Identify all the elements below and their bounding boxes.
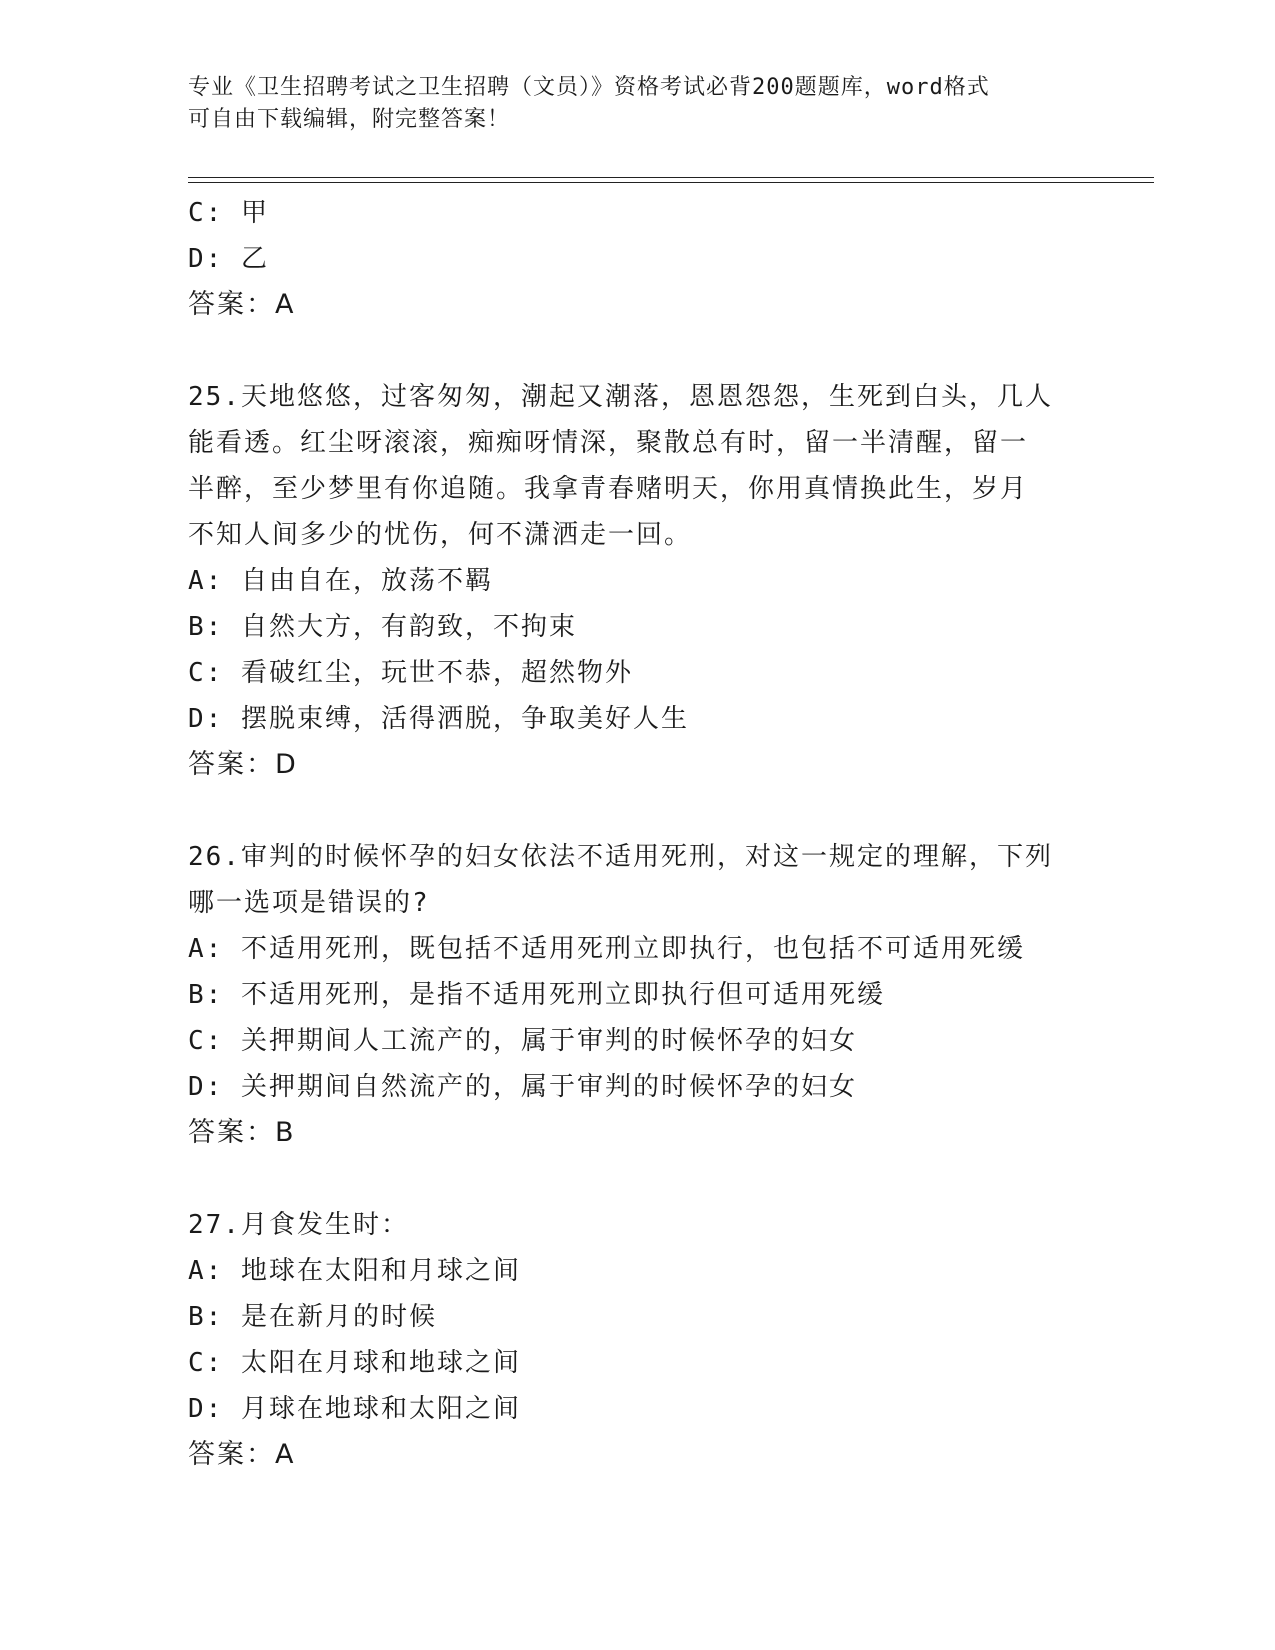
question-27 (188, 1202, 1088, 1478)
option-a: A: 地球在太阳和月球之间 (188, 1256, 521, 1286)
option-d: D: 乙 (188, 244, 269, 274)
option-b: B: 是在新月的时候 (188, 1302, 437, 1332)
question-list (188, 190, 1088, 1478)
option-c: C: 看破红尘，玩世不恭，超然物外 (188, 658, 633, 688)
option-a: A: 自由自在，放荡不羁 (188, 566, 493, 596)
question-stem-line: 哪一选项是错误的? (188, 888, 430, 918)
header-line-1: 专业《卫生招聘考试之卫生招聘（文员）》资格考试必背200题题库，word格式 (188, 75, 990, 100)
header-divider-bottom (188, 182, 1154, 183)
question-24-continued (188, 190, 1088, 328)
question-25 (188, 374, 1088, 788)
header-divider-top (188, 177, 1154, 178)
document-header (188, 72, 1068, 136)
question-stem-line: 能看透。红尘呀滚滚，痴痴呀情深，聚散总有时，留一半清醒，留一 (188, 428, 1029, 458)
option-d: D: 月球在地球和太阳之间 (188, 1394, 521, 1424)
spacer (188, 1156, 1088, 1202)
question-stem-line: 26.审判的时候怀孕的妇女依法不适用死刑，对这一规定的理解，下列 (188, 842, 1053, 872)
question-stem-line: 27.月食发生时： (188, 1210, 409, 1240)
spacer (188, 328, 1088, 374)
header-line-2: 可自由下载编辑，附完整答案！ (188, 107, 511, 132)
option-d: D: 摆脱束缚，活得洒脱，争取美好人生 (188, 704, 689, 734)
option-c: C: 太阳在月球和地球之间 (188, 1348, 521, 1378)
question-stem-line: 不知人间多少的忧伤，何不潇洒走一回。 (188, 520, 693, 550)
option-d: D: 关押期间自然流产的，属于审判的时候怀孕的妇女 (188, 1072, 857, 1102)
spacer (188, 788, 1088, 834)
answer: 答案：A (188, 289, 296, 320)
option-c: C: 甲 (188, 198, 269, 228)
answer: 答案：D (188, 749, 298, 780)
answer: 答案：B (188, 1117, 296, 1148)
answer: 答案：A (188, 1439, 296, 1470)
question-26 (188, 834, 1088, 1156)
option-a: A: 不适用死刑，既包括不适用死刑立即执行，也包括不可适用死缓 (188, 934, 1025, 964)
option-b: B: 不适用死刑，是指不适用死刑立即执行但可适用死缓 (188, 980, 885, 1010)
question-stem-line: 25.天地悠悠，过客匆匆，潮起又潮落，恩恩怨怨，生死到白头，几人 (188, 382, 1053, 412)
question-stem-line: 半醉，至少梦里有你追随。我拿青春赌明天，你用真情换此生，岁月 (188, 474, 1029, 504)
option-b: B: 自然大方，有韵致，不拘束 (188, 612, 577, 642)
option-c: C: 关押期间人工流产的，属于审判的时候怀孕的妇女 (188, 1026, 857, 1056)
